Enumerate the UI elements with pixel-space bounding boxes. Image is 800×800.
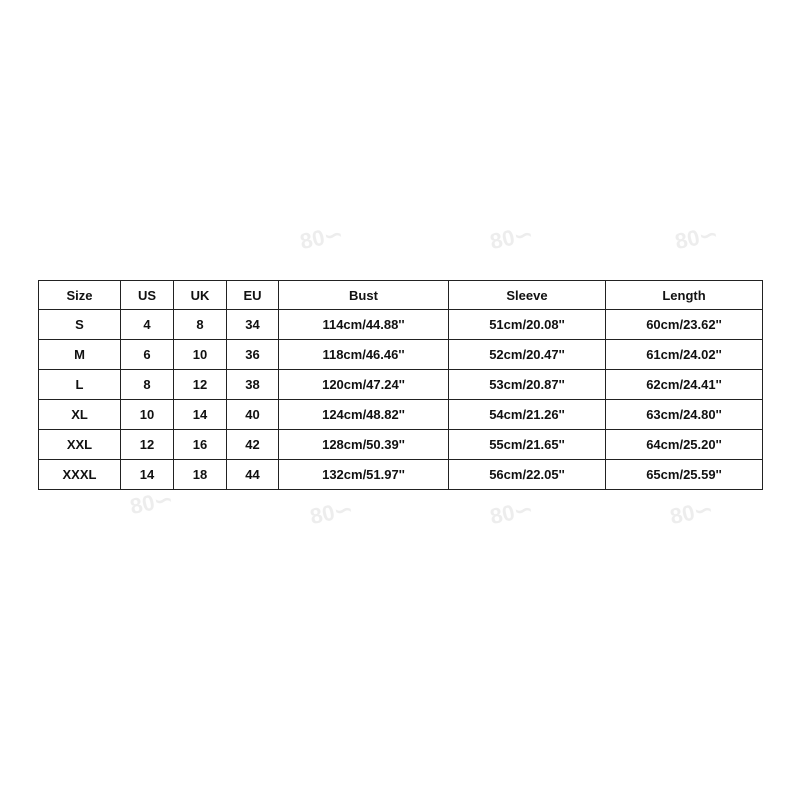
watermark: 80∽ bbox=[307, 495, 355, 530]
cell-eu: 42 bbox=[227, 430, 279, 460]
cell-size: XL bbox=[39, 400, 121, 430]
table-row bbox=[39, 460, 763, 490]
cell-size: S bbox=[39, 310, 121, 340]
cell-eu: 44 bbox=[227, 460, 279, 490]
watermark: 80∽ bbox=[667, 495, 715, 530]
cell-us: 6 bbox=[121, 340, 174, 370]
watermark: 80∽ bbox=[297, 220, 345, 255]
cell-sleeve: 52cm/20.47'' bbox=[449, 340, 606, 370]
header-eu: EU bbox=[227, 281, 279, 310]
cell-uk: 10 bbox=[174, 340, 227, 370]
cell-eu: 38 bbox=[227, 370, 279, 400]
table-row bbox=[39, 340, 763, 370]
cell-size: M bbox=[39, 340, 121, 370]
header-length: Length bbox=[606, 281, 763, 310]
cell-bust: 114cm/44.88'' bbox=[279, 310, 449, 340]
cell-length: 64cm/25.20'' bbox=[606, 430, 763, 460]
cell-eu: 40 bbox=[227, 400, 279, 430]
cell-eu: 34 bbox=[227, 310, 279, 340]
cell-bust: 120cm/47.24'' bbox=[279, 370, 449, 400]
cell-bust: 132cm/51.97'' bbox=[279, 460, 449, 490]
cell-us: 8 bbox=[121, 370, 174, 400]
watermark: 80∽ bbox=[127, 485, 175, 520]
header-bust: Bust bbox=[279, 281, 449, 310]
cell-length: 60cm/23.62'' bbox=[606, 310, 763, 340]
cell-uk: 12 bbox=[174, 370, 227, 400]
cell-size: L bbox=[39, 370, 121, 400]
cell-us: 10 bbox=[121, 400, 174, 430]
cell-size: XXXL bbox=[39, 460, 121, 490]
cell-sleeve: 56cm/22.05'' bbox=[449, 460, 606, 490]
watermark: 80∽ bbox=[672, 220, 720, 255]
cell-sleeve: 53cm/20.87'' bbox=[449, 370, 606, 400]
watermark: 80∽ bbox=[487, 220, 535, 255]
header-row bbox=[39, 281, 763, 310]
cell-us: 12 bbox=[121, 430, 174, 460]
cell-length: 62cm/24.41'' bbox=[606, 370, 763, 400]
cell-us: 14 bbox=[121, 460, 174, 490]
header-sleeve: Sleeve bbox=[449, 281, 606, 310]
cell-length: 65cm/25.59'' bbox=[606, 460, 763, 490]
cell-uk: 16 bbox=[174, 430, 227, 460]
table-row bbox=[39, 400, 763, 430]
cell-uk: 18 bbox=[174, 460, 227, 490]
header-us: US bbox=[121, 281, 174, 310]
size-chart-table bbox=[38, 280, 763, 490]
table-row bbox=[39, 430, 763, 460]
cell-eu: 36 bbox=[227, 340, 279, 370]
cell-sleeve: 55cm/21.65'' bbox=[449, 430, 606, 460]
header-uk: UK bbox=[174, 281, 227, 310]
cell-length: 61cm/24.02'' bbox=[606, 340, 763, 370]
header-size: Size bbox=[39, 281, 121, 310]
cell-sleeve: 51cm/20.08'' bbox=[449, 310, 606, 340]
table-row bbox=[39, 370, 763, 400]
cell-uk: 14 bbox=[174, 400, 227, 430]
cell-bust: 128cm/50.39'' bbox=[279, 430, 449, 460]
cell-sleeve: 54cm/21.26'' bbox=[449, 400, 606, 430]
cell-us: 4 bbox=[121, 310, 174, 340]
cell-length: 63cm/24.80'' bbox=[606, 400, 763, 430]
table-row bbox=[39, 310, 763, 340]
cell-size: XXL bbox=[39, 430, 121, 460]
watermark: 80∽ bbox=[487, 495, 535, 530]
cell-bust: 124cm/48.82'' bbox=[279, 400, 449, 430]
cell-uk: 8 bbox=[174, 310, 227, 340]
cell-bust: 118cm/46.46'' bbox=[279, 340, 449, 370]
